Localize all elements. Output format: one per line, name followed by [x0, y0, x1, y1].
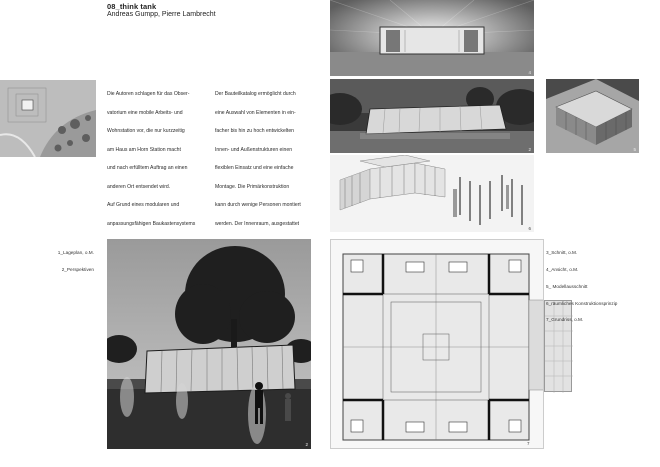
- caption-right: [546, 239, 617, 329]
- floor-plan-image: [330, 239, 544, 449]
- text-line: Montage. Die Primärkonstruktion: [215, 183, 290, 190]
- caption-line: 7_Grundriss, o.M.: [546, 317, 584, 323]
- text-line: vatorium eine mobile Arbeits- und: [107, 109, 183, 116]
- caption-line: 5_ Modellausschnitt: [546, 283, 588, 289]
- text-line: Der Bauteilkatalog ermöglicht durch: [215, 91, 296, 98]
- caption-line: 2_Perspektiven: [61, 266, 94, 272]
- project-title: 08_think tank: [107, 2, 157, 11]
- text-line: werden. Der Innenraum, ausgestattet: [215, 220, 300, 227]
- elevation-image: [330, 0, 534, 76]
- caption-line: 1_Lageplan, o.M.: [57, 250, 94, 256]
- caption-line: 6_räumliches Konstruktionsprinzip: [546, 300, 618, 306]
- text-line: anderen Ort entsendet wird.: [107, 183, 171, 190]
- text-line: Innen- und Außenstrukturen einen: [215, 146, 293, 153]
- model-detail-image: [546, 79, 639, 153]
- caption-line: 3_Schnitt, o.M.: [546, 250, 578, 256]
- perspective-day-image: [107, 239, 311, 449]
- text-line: kann durch wenige Personen montiert: [215, 202, 301, 209]
- text-line: am Haus am Horn Station macht: [107, 146, 181, 153]
- image-number: 6: [528, 226, 531, 231]
- perspective-night-image: [330, 79, 534, 153]
- text-line: und nach erfülltem Auftrag an einen: [107, 165, 188, 172]
- text-line: anpassungsfähigen Baukastensystems: [107, 220, 196, 227]
- text-line: Wohnstation vor, die nur kurzzeitig: [107, 128, 185, 135]
- site-plan-image: [0, 80, 96, 157]
- image-number: 5: [633, 147, 636, 152]
- image-number: 2: [528, 147, 531, 152]
- construction-principle-image: [330, 155, 534, 232]
- text-line: facher bis hin zu hoch entwickelten: [215, 128, 294, 135]
- text-line: flexiblen Einsatz und eine einfache: [215, 165, 294, 172]
- image-number: 7: [527, 441, 530, 446]
- image-number: 2: [305, 442, 308, 447]
- project-authors: Andreas Gumpp, Pierre Lambrecht: [107, 11, 216, 18]
- text-line: Die Autoren schlagen für das Obser-: [107, 91, 190, 98]
- caption-line: 4_Ansicht, o.M.: [546, 266, 579, 272]
- text-line: Auf Grund eines modularen und: [107, 202, 180, 209]
- caption-left: [58, 239, 94, 278]
- text-line: eine Auswahl von Elementen in ein-: [215, 109, 296, 116]
- image-number: 4: [528, 70, 531, 75]
